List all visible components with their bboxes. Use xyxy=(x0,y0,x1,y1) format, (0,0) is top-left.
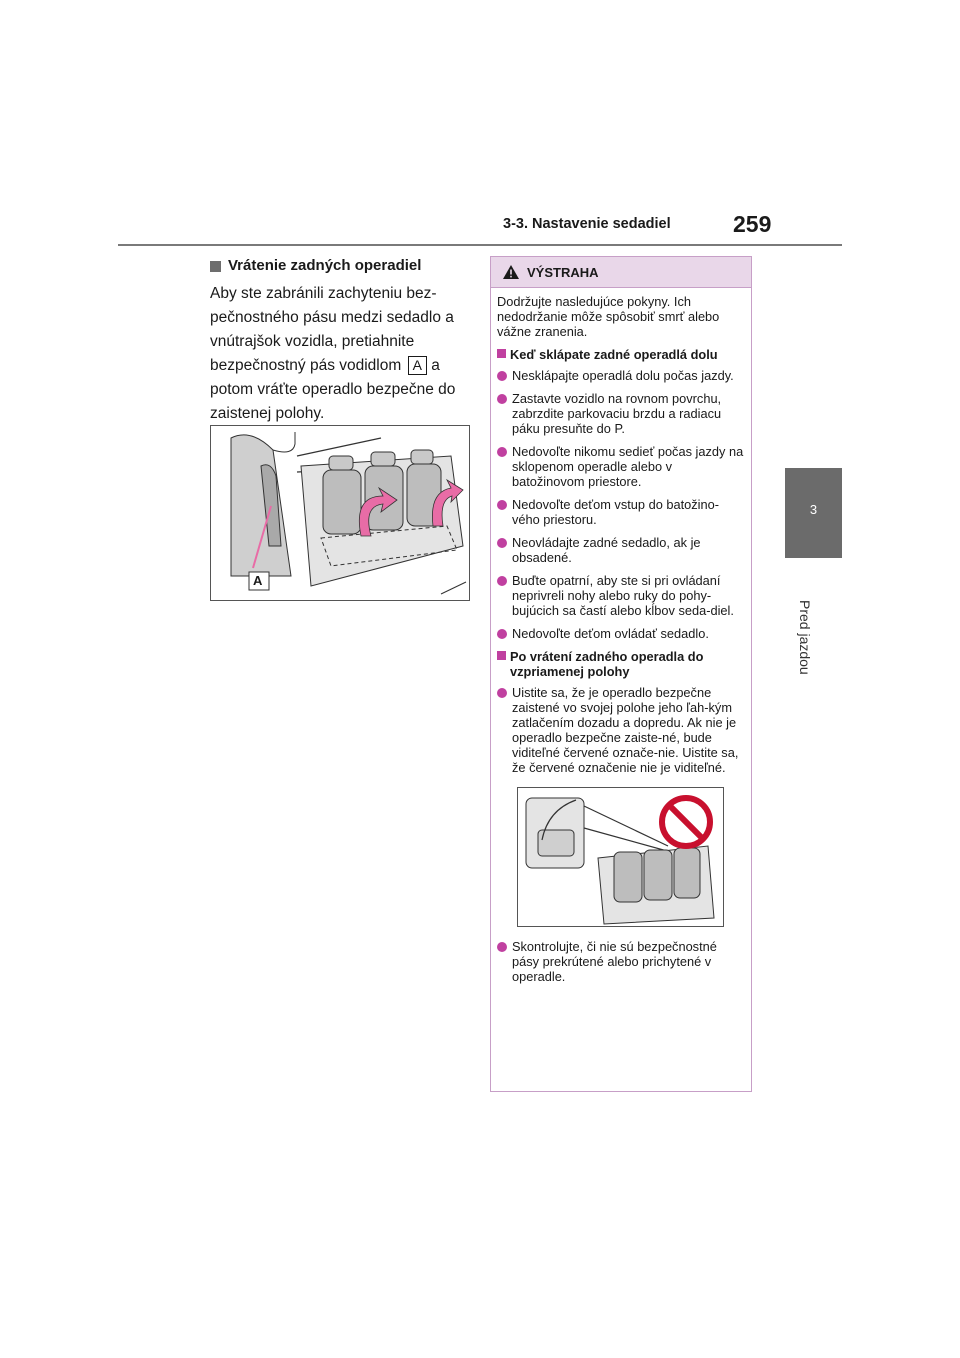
bullet-icon xyxy=(497,394,507,404)
bullet-icon xyxy=(497,447,507,457)
warning-body xyxy=(491,288,751,984)
prohibition-illustration xyxy=(517,787,724,927)
list-item-text: Nedovoľte nikomu sedieť počas jazdy na sklopenom operadle alebo v batožinovom priestore. xyxy=(512,444,744,489)
warning-triangle-icon xyxy=(503,265,519,279)
list-item xyxy=(497,391,745,436)
square-bullet-icon xyxy=(210,261,221,272)
list-item-text: Uistite sa, že je operadlo bezpečne zaistené vo svojej polohe jeho ľah-kým zatlačením dozadu a dopredu. Ak nie je operadlo bezpečne zaiste-né, bude viditeľné červené označe-nie. Uistite sa, že červené označenie nie je viditeľné. xyxy=(512,685,739,775)
warning-intro: Dodržujte nasledujúce pokyny. Ich nedodržanie môže spôsobiť smrť alebo vážne zranenia. xyxy=(497,294,720,339)
list-item-text: Buďte opatrní, aby ste si pri ovládaní neprivreli nohy alebo ruky do pohy-bujúcich sa častí alebo kĺbov seda-diel. xyxy=(512,573,734,618)
subsection-heading xyxy=(497,649,745,679)
list-item xyxy=(497,626,745,641)
bullet-icon xyxy=(497,500,507,510)
warning-title: VÝSTRAHA xyxy=(527,264,599,280)
chapter-number: 3 xyxy=(809,502,818,517)
bullet-icon xyxy=(497,576,507,586)
bullet-icon xyxy=(497,371,507,381)
square-bullet-icon xyxy=(497,651,506,660)
list-item xyxy=(497,497,745,527)
instruction-paragraph xyxy=(210,282,472,426)
paragraph-after: a potom vráťte operadlo bezpečne do zaistenej polohy. xyxy=(210,357,456,422)
section-heading xyxy=(210,256,472,276)
square-bullet-icon xyxy=(497,349,506,358)
paragraph-before: Aby ste zabránili zachyteniu bez-pečnostného pásu medzi sedadlo a vnútrajšok vozidla, pretiahnite bezpečnostný pás vodidlom xyxy=(210,285,454,374)
list-item xyxy=(497,685,745,775)
bullet-icon xyxy=(497,629,507,639)
seat-illustration xyxy=(210,425,470,601)
list-item xyxy=(497,939,745,984)
list-item xyxy=(497,573,745,618)
section-title: 3-3. Nastavenie sedadiel xyxy=(503,216,671,232)
subsection-heading-text: Keď sklápate zadné operadlá dolu xyxy=(510,347,718,362)
list-item xyxy=(497,535,745,565)
chapter-tab xyxy=(785,468,842,558)
list-item-text: Skontrolujte, či nie sú bezpečnostné pásy prekrútené alebo prichytené v operadle. xyxy=(512,939,717,984)
list-item xyxy=(497,368,745,383)
list-item-text: Neovládajte zadné sedadlo, ak je obsadené. xyxy=(512,535,701,565)
list-item xyxy=(497,444,745,489)
section-heading-text: Vrátenie zadných operadiel xyxy=(228,257,422,274)
chapter-title: Pred jazdou xyxy=(797,600,813,675)
list-item-text: Zastavte vozidlo na rovnom povrchu, zabrzdite parkovaciu brzdu a radiacu páku presuňte do P. xyxy=(512,391,722,436)
figure-label-a: A xyxy=(253,573,263,588)
header-divider xyxy=(118,244,842,246)
list-item-text: Nesklápajte operadlá dolu počas jazdy. xyxy=(512,368,734,383)
bullet-icon xyxy=(497,538,507,548)
label-reference-a: A xyxy=(408,356,427,375)
page-number: 259 xyxy=(733,211,772,237)
subsection-heading-text: Po vrátení zadného operadla do vzpriamenej polohy xyxy=(510,649,704,679)
warning-box xyxy=(490,256,752,1092)
subsection-heading xyxy=(497,347,745,362)
bullet-icon xyxy=(497,688,507,698)
warning-header xyxy=(491,257,751,288)
bullet-icon xyxy=(497,942,507,952)
list-item-text: Nedovoľte deťom ovládať sedadlo. xyxy=(512,626,709,641)
left-column xyxy=(210,256,472,426)
list-item-text: Nedovoľte deťom vstup do batožino-vého priestoru. xyxy=(512,497,720,527)
